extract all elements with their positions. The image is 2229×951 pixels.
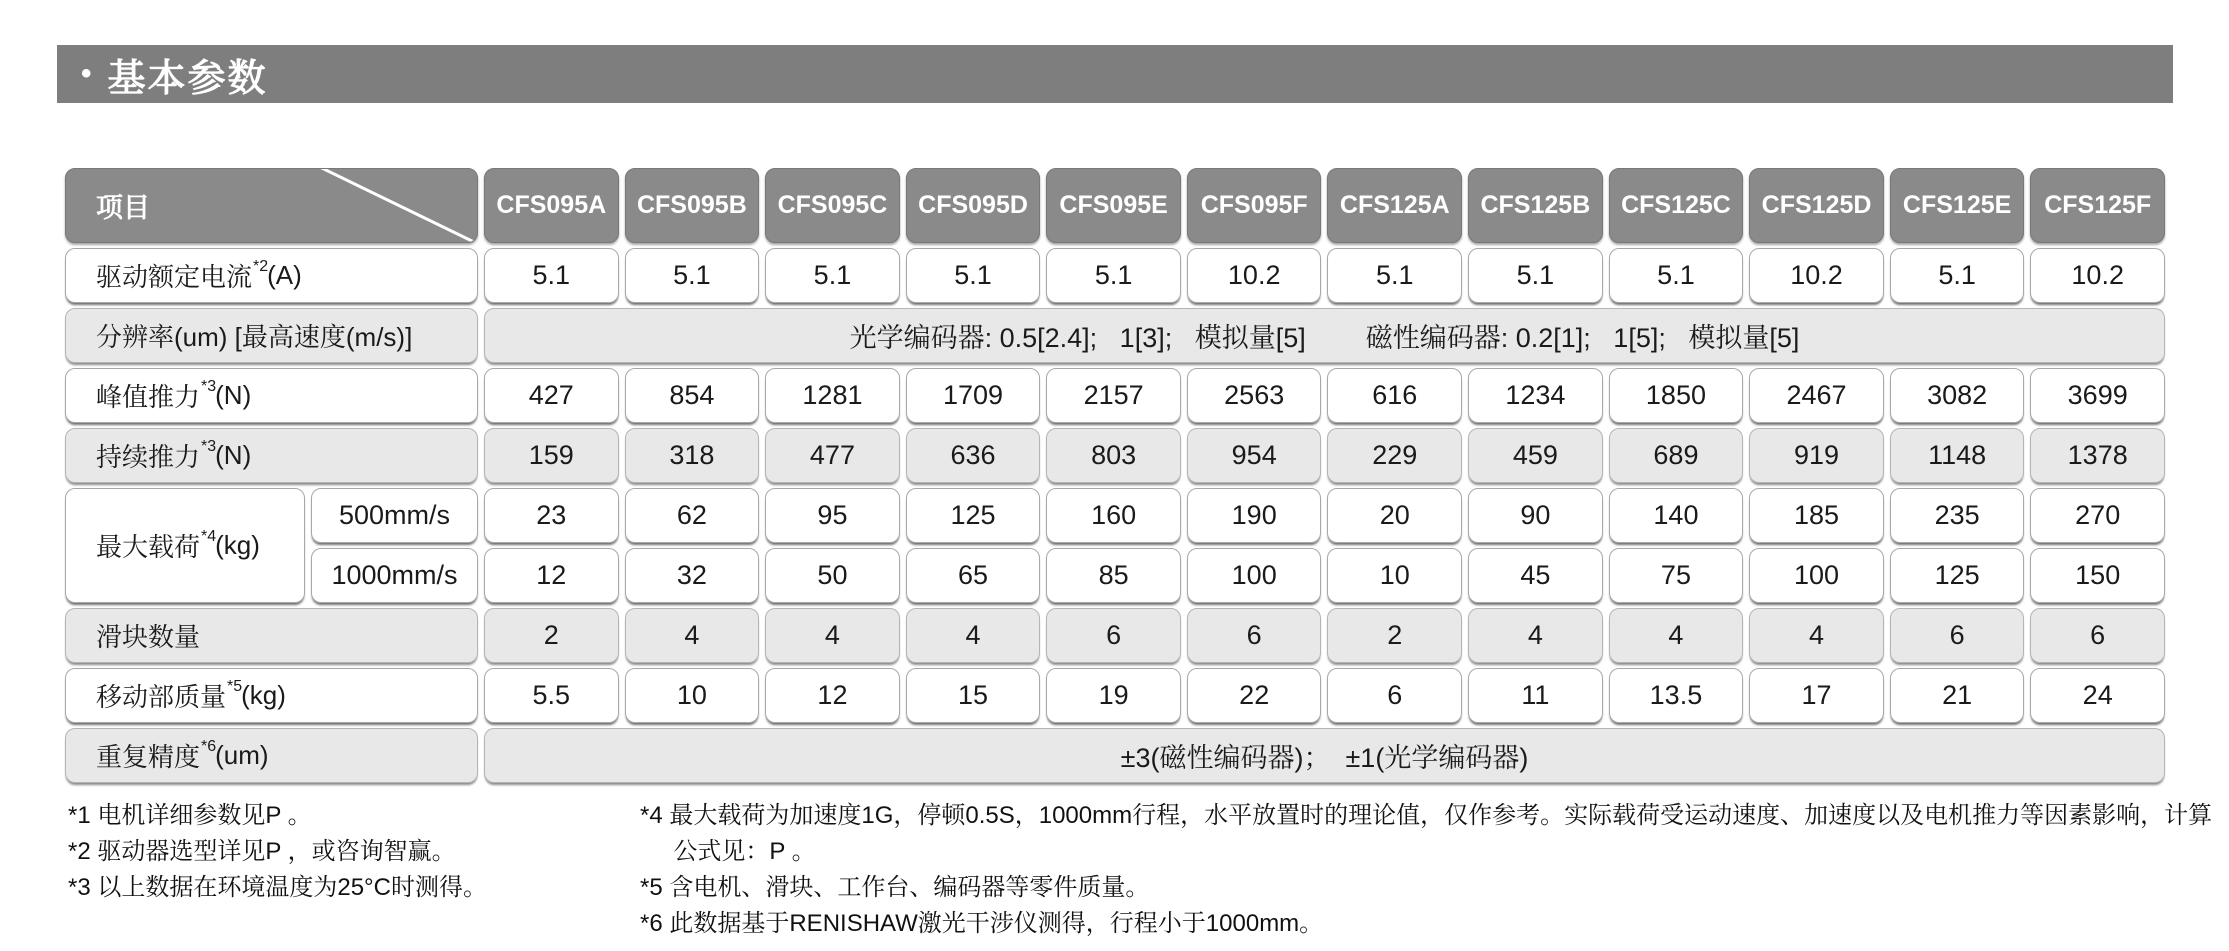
table-cell: 5.1 xyxy=(765,248,900,303)
table-cell: 427 xyxy=(484,368,619,423)
footnotes-right xyxy=(640,798,2212,942)
column-header: CFS095B xyxy=(625,168,760,243)
column-header: CFS095F xyxy=(1187,168,1322,243)
column-header: CFS125A xyxy=(1327,168,1462,243)
column-header: CFS095E xyxy=(1046,168,1181,243)
table-cell: 235 xyxy=(1890,488,2025,543)
table-cell: 4 xyxy=(1749,608,1884,663)
table-cell: 140 xyxy=(1609,488,1744,543)
table-cell: 100 xyxy=(1187,548,1322,603)
footnote-line: *2 驱动器选型详见P ，或咨询智赢。 xyxy=(68,838,456,865)
table-cell: 21 xyxy=(1890,668,2025,723)
footnote-marker: *4 xyxy=(201,527,217,545)
section-title-bar xyxy=(57,45,2173,103)
sub-row-label: 1000mm/s xyxy=(311,548,478,603)
table-cell: 10 xyxy=(1327,548,1462,603)
footnote-line: *6 此数据基于RENISHAW激光干涉仪测得，行程小于1000mm。 xyxy=(640,910,1324,937)
table-cell: 10 xyxy=(625,668,760,723)
table-cell: 159 xyxy=(484,428,619,483)
table-cell: 75 xyxy=(1609,548,1744,603)
table-cell: 636 xyxy=(906,428,1041,483)
row-label-text: 移动部质量 xyxy=(96,682,227,712)
table-cell: 5.1 xyxy=(1327,248,1462,303)
table-cell: 1850 xyxy=(1609,368,1744,423)
row-label-unit: (A) xyxy=(267,260,302,290)
table-cell: 5.1 xyxy=(1046,248,1181,303)
row-label xyxy=(65,308,478,363)
table-cell: 4 xyxy=(1609,608,1744,663)
row-label xyxy=(65,668,478,723)
table-corner-header xyxy=(65,168,478,243)
table-cell: 6 xyxy=(1327,668,1462,723)
table-cell: 1709 xyxy=(906,368,1041,423)
table-cell: 1234 xyxy=(1468,368,1603,423)
column-header: CFS095A xyxy=(484,168,619,243)
footnote-marker: *2 xyxy=(253,257,269,275)
table-cell: 160 xyxy=(1046,488,1181,543)
footnote-line: *1 电机详细参数见P 。 xyxy=(68,802,312,829)
table-cell: 12 xyxy=(484,548,619,603)
table-cell: 10.2 xyxy=(1187,248,1322,303)
table-cell: 65 xyxy=(906,548,1041,603)
table-cell: 6 xyxy=(1187,608,1322,663)
table-cell: 4 xyxy=(906,608,1041,663)
table-cell: 19 xyxy=(1046,668,1181,723)
table-cell: 10.2 xyxy=(1749,248,1884,303)
row-label-unit: (um) xyxy=(215,740,269,770)
table-cell: 17 xyxy=(1749,668,1884,723)
footnote-line: 公式见：P 。 xyxy=(640,838,816,865)
table-cell: 45 xyxy=(1468,548,1603,603)
table-cell: 50 xyxy=(765,548,900,603)
table-cell: 190 xyxy=(1187,488,1322,543)
section-title: 基本参数 xyxy=(107,57,268,100)
table-cell: 616 xyxy=(1327,368,1462,423)
footnote-marker: *6 xyxy=(201,737,217,755)
row-label xyxy=(65,428,478,483)
table-cell: 62 xyxy=(625,488,760,543)
table-cell: 270 xyxy=(2030,488,2165,543)
table-cell: 6 xyxy=(1890,608,2025,663)
table-cell: 150 xyxy=(2030,548,2165,603)
table-cell: 803 xyxy=(1046,428,1181,483)
footnote-line: *4 最大载荷为加速度1G，停顿0.5S，1000mm行程，水平放置时的理论值，仅作参考。实际载荷受运动速度、加速度以及电机推力等因素影响，计算 xyxy=(640,802,2213,829)
table-cell: 318 xyxy=(625,428,760,483)
table-cell: 125 xyxy=(1890,548,2025,603)
row-label-unit: (N) xyxy=(215,380,252,410)
table-cell: 5.1 xyxy=(1468,248,1603,303)
table-cell: 919 xyxy=(1749,428,1884,483)
table-cell: 185 xyxy=(1749,488,1884,543)
table-cell: 2 xyxy=(484,608,619,663)
column-header: CFS125F xyxy=(2030,168,2165,243)
table-cell: 6 xyxy=(2030,608,2165,663)
row-label xyxy=(65,248,478,303)
table-cell: 689 xyxy=(1609,428,1744,483)
row-label xyxy=(65,608,478,663)
table-cell: 11 xyxy=(1468,668,1603,723)
table-cell: 15 xyxy=(906,668,1041,723)
row-label-text: 峰值推力 xyxy=(96,382,201,412)
footnote-line: *5 含电机、滑块、工作台、编码器等零件质量。 xyxy=(640,874,1150,901)
table-cell: 4 xyxy=(625,608,760,663)
footnote-line: *3 以上数据在环境温度为25°C时测得。 xyxy=(68,874,487,901)
spec-table xyxy=(65,168,2165,783)
diagonal-divider xyxy=(66,169,477,242)
corner-label: 项目 xyxy=(96,193,150,223)
table-cell: 5.1 xyxy=(625,248,760,303)
table-cell: 954 xyxy=(1187,428,1322,483)
table-cell: 5.1 xyxy=(484,248,619,303)
row-label-unit: (N) xyxy=(215,440,252,470)
table-cell: 4 xyxy=(1468,608,1603,663)
column-header: CFS125E xyxy=(1890,168,2025,243)
row-label-text: 分辨率(um) [最高速度(m/s)] xyxy=(96,322,413,352)
table-cell: 229 xyxy=(1327,428,1462,483)
row-label-split-group xyxy=(65,488,478,603)
footnote-marker: *5 xyxy=(227,677,243,695)
table-cell: 3082 xyxy=(1890,368,2025,423)
column-header: CFS125D xyxy=(1749,168,1884,243)
table-cell: 1378 xyxy=(2030,428,2165,483)
column-header: CFS095C xyxy=(765,168,900,243)
table-cell: 22 xyxy=(1187,668,1322,723)
table-cell: 2 xyxy=(1327,608,1462,663)
table-cell: 23 xyxy=(484,488,619,543)
row-label-unit: (kg) xyxy=(215,530,260,560)
table-cell: 1148 xyxy=(1890,428,2025,483)
table-cell: 100 xyxy=(1749,548,1884,603)
table-cell: 12 xyxy=(765,668,900,723)
row-label-text: 驱动额定电流 xyxy=(96,262,253,292)
column-header: CFS125C xyxy=(1609,168,1744,243)
row-label-text: 重复精度 xyxy=(96,742,201,772)
row-label-text: 滑块数量 xyxy=(96,622,201,652)
table-cell: 5.5 xyxy=(484,668,619,723)
table-cell: 2157 xyxy=(1046,368,1181,423)
footnotes-left xyxy=(68,798,487,906)
table-cell: 13.5 xyxy=(1609,668,1744,723)
table-cell: 5.1 xyxy=(1609,248,1744,303)
table-cell: 95 xyxy=(765,488,900,543)
table-cell: 4 xyxy=(765,608,900,663)
table-cell: 5.1 xyxy=(906,248,1041,303)
table-cell: 85 xyxy=(1046,548,1181,603)
row-label-unit: (kg) xyxy=(241,680,286,710)
table-cell: 5.1 xyxy=(1890,248,2025,303)
table-cell: 10.2 xyxy=(2030,248,2165,303)
table-cell: 32 xyxy=(625,548,760,603)
table-cell: 90 xyxy=(1468,488,1603,543)
table-cell: 2467 xyxy=(1749,368,1884,423)
row-label xyxy=(65,728,478,783)
table-cell: 6 xyxy=(1046,608,1181,663)
table-cell: 3699 xyxy=(2030,368,2165,423)
column-header: CFS095D xyxy=(906,168,1041,243)
sub-row-label: 500mm/s xyxy=(311,488,478,543)
row-label xyxy=(65,368,478,423)
footnote-marker: *3 xyxy=(201,437,217,455)
column-header: CFS125B xyxy=(1468,168,1603,243)
footnote-marker: *3 xyxy=(201,377,217,395)
table-cell: 854 xyxy=(625,368,760,423)
row-label-text: 持续推力 xyxy=(96,442,201,472)
table-cell: 2563 xyxy=(1187,368,1322,423)
merged-value-cell: ±3(磁性编码器)； ±1(光学编码器) xyxy=(484,728,2165,783)
table-cell: 20 xyxy=(1327,488,1462,543)
merged-value-cell: 光学编码器: 0.5[2.4]; 1[3]; 模拟量[5] 磁性编码器: 0.2[1]; 1[5]; 模拟量[5] xyxy=(484,308,2165,363)
table-cell: 125 xyxy=(906,488,1041,543)
table-cell: 459 xyxy=(1468,428,1603,483)
row-label-text: 最大载荷 xyxy=(96,532,201,562)
bullet-icon: • xyxy=(81,57,94,90)
table-cell: 477 xyxy=(765,428,900,483)
table-cell: 24 xyxy=(2030,668,2165,723)
table-cell: 1281 xyxy=(765,368,900,423)
row-label xyxy=(65,488,305,603)
